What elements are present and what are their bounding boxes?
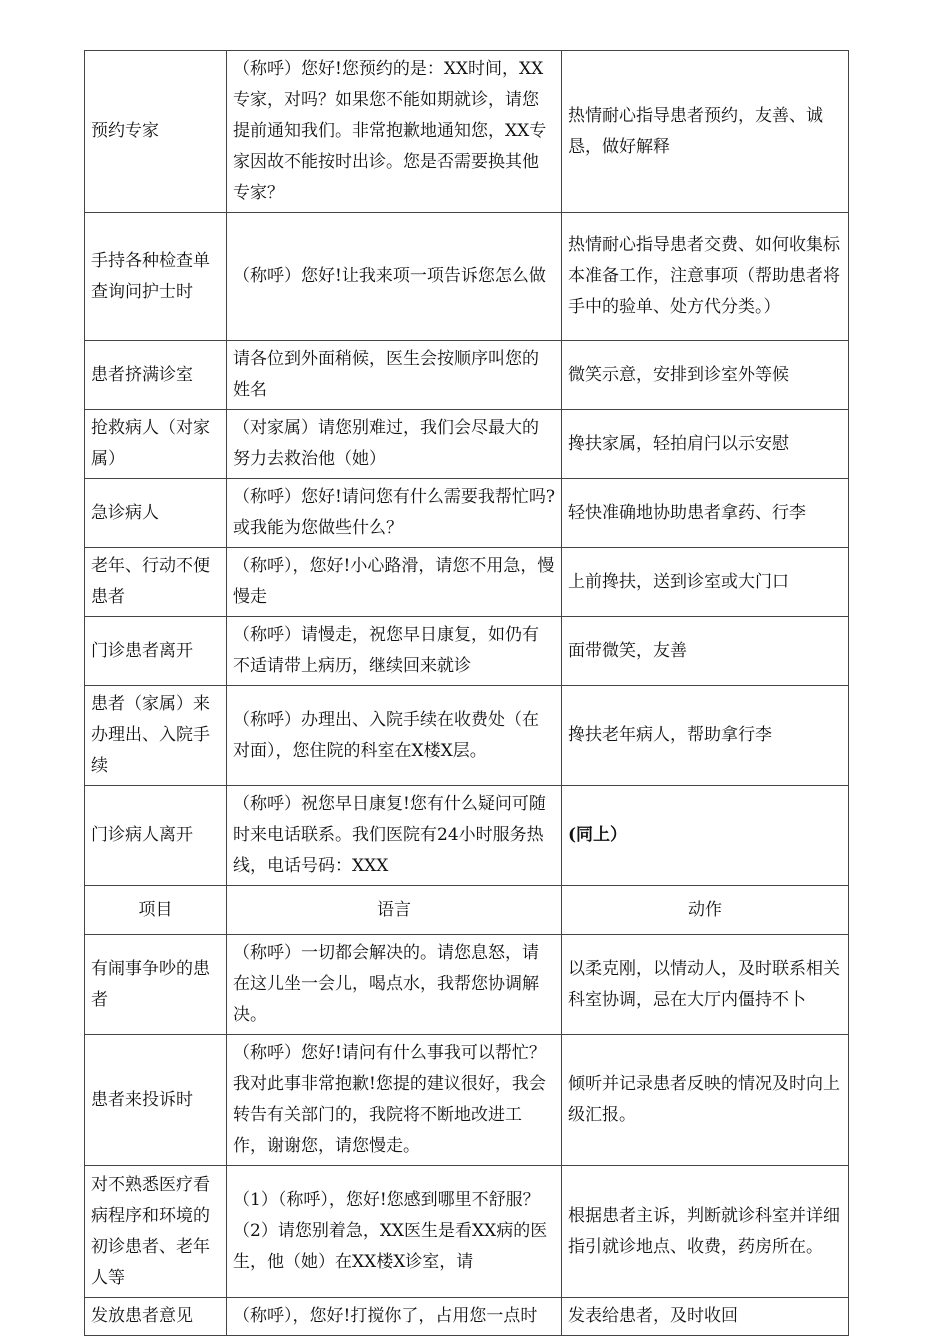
speech-cell-line: （称呼）您好!请问有什么事我可以帮忙？我对此事非常抱歉!您提的建议很好，我会转告有关部门的，我院将不断地改进工作，谢谢您，请您慢走。 [233, 1043, 546, 1156]
action-cell: 根据患者主诉，判断就诊科室并详细指引就诊地点、收费，药房所在。 [562, 1166, 849, 1298]
item-cell: 患者（家属）来办理出、入院手续 [85, 686, 227, 786]
action-cell: 微笑示意，安排到诊室外等候 [562, 341, 849, 410]
item-cell: 门诊病人离开 [85, 786, 227, 886]
speech-cell-line: （称呼）请慢走，祝您早日康复，如仍有不适请带上病历，继续回来就诊 [233, 625, 539, 676]
speech-cell-line: （2）请您别着急，XX医生是看XX病的医生，他（她）在XX楼X诊室，请 [233, 1221, 548, 1272]
table-row [85, 410, 849, 479]
speech-cell [227, 51, 562, 213]
action-cell: 搀扶家属，轻拍肩闩以示安慰 [562, 410, 849, 479]
table-row [85, 341, 849, 410]
item-cell: 抢救病人（对家属） [85, 410, 227, 479]
speech-cell [227, 1298, 562, 1336]
header-speech: 语言 [227, 886, 562, 935]
header-item: 项目 [85, 886, 227, 935]
speech-cell [227, 1035, 562, 1166]
action-cell: 热情耐心指导患者交费、如何收集标本准备工作，注意事项（帮助患者将手中的验单、处方代分类。） [562, 213, 849, 341]
speech-cell [227, 786, 562, 886]
table-row [85, 1298, 849, 1336]
header-row [85, 886, 849, 935]
table-row [85, 51, 849, 213]
speech-cell [227, 617, 562, 686]
action-cell: 轻快准确地协助患者拿药、行李 [562, 479, 849, 548]
speech-cell-line: 请各位到外面稍候，医生会按顺序叫您的姓名 [233, 349, 539, 400]
action-cell: 倾听并记录患者反映的情况及时向上级汇报。 [562, 1035, 849, 1166]
service-etiquette-table [84, 50, 849, 1336]
action-cell: 发表给患者，及时收回 [562, 1298, 849, 1336]
speech-cell [227, 935, 562, 1035]
speech-cell [227, 686, 562, 786]
speech-cell-line: （称呼）一切都会解决的。请您息怒，请在这儿坐一会儿，喝点水，我帮您协调解决。 [233, 943, 539, 1025]
item-cell: 手持各种检查单查询问护士时 [85, 213, 227, 341]
item-cell: 有闹事争吵的患者 [85, 935, 227, 1035]
speech-cell [227, 213, 562, 341]
action-cell: 以柔克刚，以情动人，及时联系相关科室协调，忌在大厅内僵持不卜 [562, 935, 849, 1035]
action-cell: 热情耐心指导患者预约，友善、诚恳，做好解释 [562, 51, 849, 213]
action-cell: 上前搀扶，送到诊室或大门口 [562, 548, 849, 617]
action-cell: (同上） [562, 786, 849, 886]
speech-cell [227, 341, 562, 410]
table-row [85, 1035, 849, 1166]
table-row [85, 213, 849, 341]
header-action: 动作 [562, 886, 849, 935]
item-cell: 发放患者意见 [85, 1298, 227, 1336]
speech-cell-line: （称呼）您好!请问您有什么需要我帮忙吗?或我能为您做些什么？ [233, 487, 555, 538]
speech-cell-line: （对家属）请您别难过，我们会尽最大的努力去救治他（她） [233, 418, 539, 469]
table-row [85, 686, 849, 786]
item-cell: 老年、行动不便患者 [85, 548, 227, 617]
speech-cell-line: （称呼）祝您早日康复!您有什么疑问可随时来电话联系。我们医院有24小时服务热线，电话号码：XXX [233, 794, 546, 876]
table-row [85, 1166, 849, 1298]
item-cell: 患者来投诉时 [85, 1035, 227, 1166]
table-row [85, 548, 849, 617]
speech-cell-line: （称呼）您好!让我来项一项告诉您怎么做 [233, 266, 546, 286]
item-cell: 门诊患者离开 [85, 617, 227, 686]
table-row [85, 786, 849, 886]
speech-cell-line: （称呼），您好!小心路滑，请您不用急，慢慢走 [233, 556, 555, 607]
speech-cell [227, 548, 562, 617]
action-cell: 面带微笑，友善 [562, 617, 849, 686]
table-row [85, 617, 849, 686]
item-cell: 急诊病人 [85, 479, 227, 548]
speech-cell [227, 479, 562, 548]
item-cell: 患者挤满诊室 [85, 341, 227, 410]
table-row [85, 935, 849, 1035]
table-row [85, 479, 849, 548]
item-cell: 对不熟悉医疗看病程序和环境的初诊患者、老年人等 [85, 1166, 227, 1298]
item-cell: 预约专家 [85, 51, 227, 213]
speech-cell-line: （1）（称呼），您好!您感到哪里不舒服？ [233, 1190, 540, 1210]
speech-cell-line: （称呼），您好!打搅你了，占用您一点时 [233, 1306, 538, 1326]
speech-cell [227, 1166, 562, 1298]
table-body [85, 51, 849, 1336]
action-cell: 搀扶老年病人，帮助拿行李 [562, 686, 849, 786]
speech-cell-line: （称呼）办理出、入院手续在收费处（在对面），您住院的科室在X楼X层。 [233, 709, 539, 761]
speech-cell [227, 410, 562, 479]
speech-cell-line: （称呼）您好!您预约的是：XX时间，XX专家，对吗？如果您不能如期就诊，请您提前通知我们。非常抱歉地通知您，XX专家因故不能按时出诊。您是否需要换其他专家？ [233, 59, 547, 203]
